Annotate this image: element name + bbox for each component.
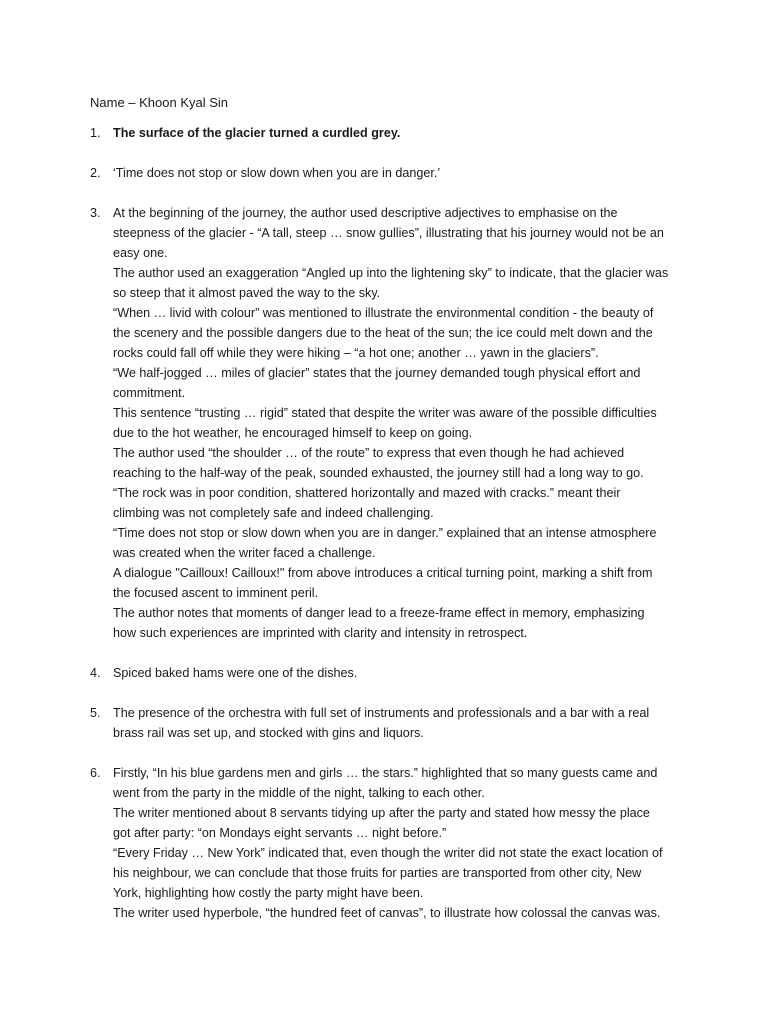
answer-number: 5. xyxy=(90,706,101,720)
answer-paragraph xyxy=(113,803,690,843)
text-line: “Time does not stop or slow down when you are in danger.” explained that an intense atmosphere xyxy=(113,526,657,540)
text-line: got after party: “on Mondays eight servants … night before.” xyxy=(113,826,447,840)
text-line: reaching to the half-way of the peak, sounded exhausted, the journey still had a long way to go. xyxy=(113,466,644,480)
text-line: was created when the writer faced a challenge. xyxy=(113,546,376,560)
answer-paragraph xyxy=(113,843,690,903)
text-line: At the beginning of the journey, the author used descriptive adjectives to emphasise on the xyxy=(113,206,618,220)
text-line: York, highlighting how costly the party might have been. xyxy=(113,886,424,900)
text-line: the focused ascent to imminent peril. xyxy=(113,586,319,600)
text-line: The writer mentioned about 8 servants tidying up after the party and stated how messy the place xyxy=(113,806,650,820)
student-name: Name – Khoon Kyal Sin xyxy=(90,95,229,110)
answer-number: 6. xyxy=(90,766,101,780)
answer-list xyxy=(90,123,690,943)
answer-body xyxy=(113,763,690,923)
answer-body xyxy=(113,663,690,683)
answer-number: 1. xyxy=(90,126,101,140)
answer-paragraph xyxy=(113,123,690,143)
text-line: Firstly, “In his blue gardens men and girls … the stars.” highlighted that so many guests came and xyxy=(113,766,658,780)
text-line: The writer used hyperbole, “the hundred feet of canvas”, to illustrate how colossal the canvas was. xyxy=(113,906,661,920)
text-line: “We half-jogged … miles of glacier” states that the journey demanded tough physical effort and xyxy=(113,366,641,380)
answer-paragraph xyxy=(113,603,690,643)
answer-body xyxy=(113,163,690,183)
answer-item xyxy=(90,703,690,743)
answer-paragraph xyxy=(113,303,690,363)
answer-body xyxy=(113,703,690,743)
text-line: A dialogue "Cailloux! Cailloux!" from above introduces a critical turning point, marking a shift from xyxy=(113,566,653,580)
text-line: the scenery and the possible dangers due to the heat of the sun; the ice could melt down and the xyxy=(113,326,653,340)
text-line: The author used “the shoulder … of the route” to express that even though he had achieved xyxy=(113,446,625,460)
answer-paragraph xyxy=(113,903,690,923)
answer-paragraph xyxy=(113,203,690,263)
text-line: climbing was not completely safe and indeed challenging. xyxy=(113,506,434,520)
text-line: “Every Friday … New York” indicated that, even though the writer did not state the exact location of xyxy=(113,846,663,860)
answer-item xyxy=(90,123,690,143)
answer-paragraph xyxy=(113,363,690,403)
text-line: “The rock was in poor condition, shattered horizontally and mazed with cracks.” meant their xyxy=(113,486,621,500)
text-line: “When … livid with colour” was mentioned to illustrate the environmental condition - the beauty of xyxy=(113,306,654,320)
text-line: The presence of the orchestra with full set of instruments and professionals and a bar with a real xyxy=(113,706,650,720)
answer-paragraph xyxy=(113,483,690,523)
text-line: The author notes that moments of danger lead to a freeze-frame effect in memory, emphasizing xyxy=(113,606,645,620)
answer-number: 2. xyxy=(90,166,101,180)
answer-paragraph xyxy=(113,263,690,303)
answer-item xyxy=(90,663,690,683)
answer-paragraph xyxy=(113,443,690,483)
text-line: how such experiences are imprinted with clarity and intensity in retrospect. xyxy=(113,626,528,640)
answer-paragraph xyxy=(113,763,690,803)
answer-paragraph xyxy=(113,403,690,443)
text-line: due to the hot weather, he encouraged himself to keep on going. xyxy=(113,426,473,440)
answer-item xyxy=(90,763,690,923)
text-line: easy one. xyxy=(113,246,168,260)
text-line: The surface of the glacier turned a curdled grey. xyxy=(113,126,401,140)
text-line: went from the party in the middle of the night, talking to each other. xyxy=(113,786,485,800)
answer-body xyxy=(113,203,690,643)
text-line: steepness of the glacier - “A tall, steep … snow gullies”, illustrating that his journey would not be an xyxy=(113,226,664,240)
answer-number: 4. xyxy=(90,666,101,680)
answer-paragraph xyxy=(113,563,690,603)
text-line: brass rail was set up, and stocked with gins and liquors. xyxy=(113,726,424,740)
answer-item xyxy=(90,203,690,643)
text-line: so steep that it almost paved the way to the sky. xyxy=(113,286,381,300)
answer-paragraph xyxy=(113,663,690,683)
answer-body xyxy=(113,123,690,143)
text-line: commitment. xyxy=(113,386,186,400)
text-line: ‘Time does not stop or slow down when you are in danger.’ xyxy=(113,166,441,180)
answer-paragraph xyxy=(113,523,690,563)
text-line: his neighbour, we can conclude that those fruits for parties are transported from other city, New xyxy=(113,866,642,880)
answer-paragraph xyxy=(113,703,690,743)
text-line: rocks could fall off while they were hiking – “a hot one; another … yawn in the glaciers”. xyxy=(113,346,599,360)
text-line: This sentence “trusting … rigid” stated that despite the writer was aware of the possible difficulties xyxy=(113,406,657,420)
text-line: Spiced baked hams were one of the dishes. xyxy=(113,666,358,680)
answer-number: 3. xyxy=(90,206,101,220)
answer-item xyxy=(90,163,690,183)
answer-paragraph xyxy=(113,163,690,183)
text-line: The author used an exaggeration “Angled up into the lightening sky” to indicate, that the glacier was xyxy=(113,266,669,280)
